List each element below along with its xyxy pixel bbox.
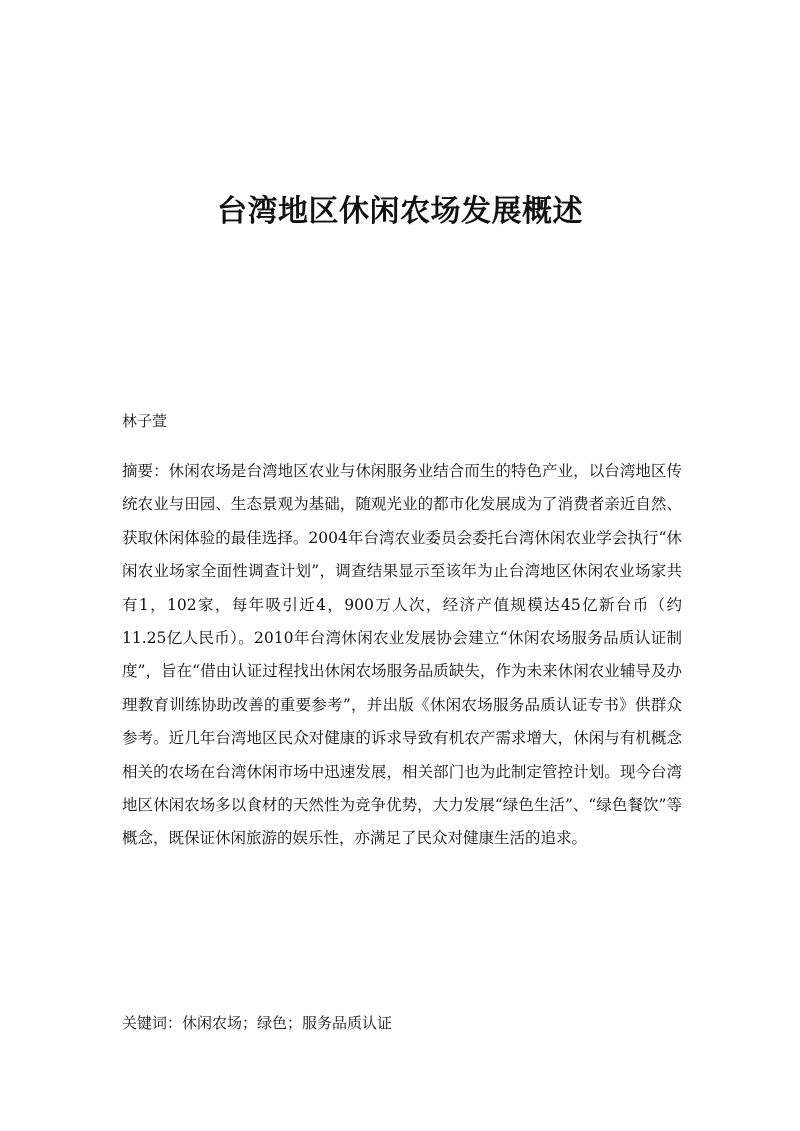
author-name: 林子萱 <box>122 412 168 430</box>
keywords-line: 关键词：休闲农场；绿色；服务品质认证 <box>122 1014 393 1032</box>
document-title: 台湾地区休闲农场发展概述 <box>217 194 583 229</box>
abstract-paragraph: 摘要：休闲农场是台湾地区农业与休闲服务业结合而生的特色产业，以台湾地区传统农业与田园、生态景观为基础，随观光业的都市化发展成为了消费者亲近自然、获取休闲体验的最佳选择。2004年台湾农业委员会委托台湾休闲农业学会执行“休闲农业场家全面性调查计划”，调查结果显示至该年为止台湾地区休闲农业场家共有1，102家，每年吸引近4，900万人次，经济产值规模达45亿新台币（约11.25亿人民币）。2010年台湾休闲农业发展协会建立“休闲农场服务品质认证制度”，旨在“借由认证过程找出休闲农场服务品质缺失，作为未来休闲农业辅导及办理教育训练协助改善的重要参考”，并出版《休闲农场服务品质认证专书》供群众参考。近几年台湾地区民众对健康的诉求导致有机农产需求增大，休闲与有机概念相关的农场在台湾休闲市场中迅速发展，相关部门也为此制定管控计划。现今台湾地区休闲农场多以食材的天然性为竞争优势，大力发展“绿色生活”、“绿色餐饮”等概念，既保证休闲旅游的娱乐性，亦满足了民众对健康生活的追求。 <box>122 462 682 848</box>
